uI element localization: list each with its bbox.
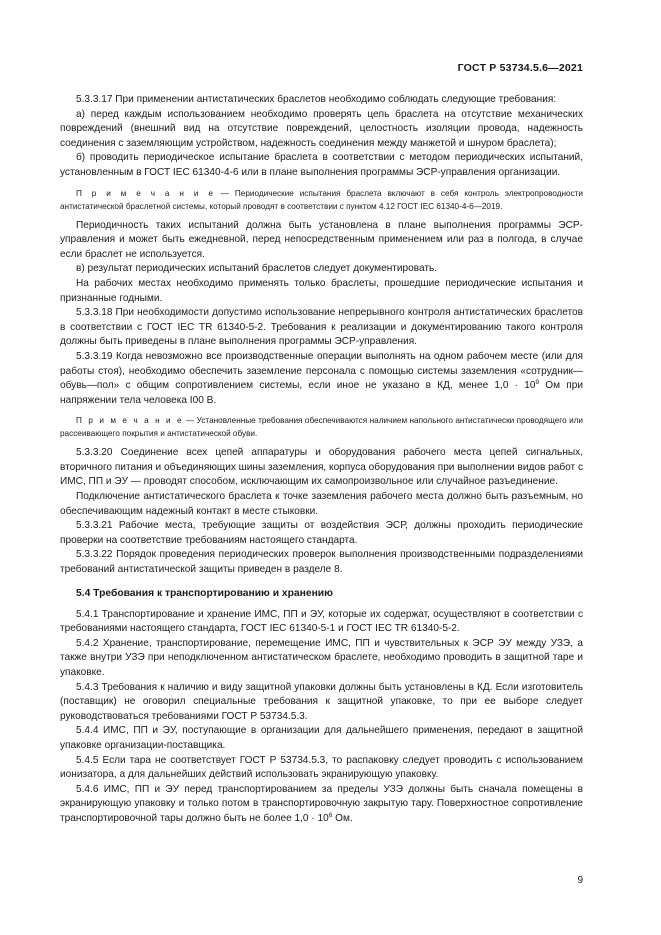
- clause-5-4-1: 5.4.1 Транспортирование и хранение ИМС, ПП и ЭУ, которые их содержат, осуществляют в соответствии с требованиями настоящего стандарта, ГОСТ IEC 61340-5-1 и ГОСТ IEC TR 61340-5-2.: [60, 608, 583, 635]
- paragraph-bracelet-connection: Подключение антистатического браслета к точке заземления рабочего места должно быть разъемным, но обеспечивающим надежный контакт в месте стыковки.: [60, 491, 583, 517]
- clause-5-3-3-21: 5.3.3.21 Рабочие места, требующие защиты от воздействия ЭСР, должны проходить периодические проверки на соответствие требованиям настоящего стандарта.: [60, 520, 583, 546]
- clause-text: 5.4.6 ИМС, ПП и ЭУ перед транспортированием за пределы УЗЭ должны быть сначала помещены в экранирующую упаковку и только потом в транспортировочную закрытую тару. Поверхностное сопротивление транспортировочной тары должно быть не более 1,0 · 10: [60, 783, 583, 824]
- note-label: П р и м е ч а н и е: [76, 416, 184, 426]
- clause-5-4-4: 5.4.4 ИМС, ПП и ЭУ, поступающие в организации для дальнейшего применения, передают в защитной упаковке организации-поставщика.: [60, 725, 583, 751]
- clause-5-3-3-19: [60, 350, 583, 408]
- section-heading: 5.4 Требования к транспортированию и хранению: [76, 587, 333, 599]
- paragraph-periodicity: Периодичность таких испытаний должна быть установлена в плане выполнения программы ЭСР-управления и может быть ежедневной, перед непосредственным применением или раз в полгода, в случае если браслет не используется.: [60, 219, 583, 260]
- clause-text-tail: Ом.: [332, 812, 353, 824]
- clause-text-tail: Ом при напряжении тела человека I00 В.: [60, 380, 583, 406]
- exponent: 6: [328, 811, 333, 819]
- clause-5-3-3-22: 5.3.3.22 Порядок проведения периодических проверок выполнения производственными подразделениями требований антистатической защиты приведен в разделе 8.: [60, 549, 583, 576]
- list-item-b: б) проводить периодическое испытание браслета в соответствии с методом периодических испытаний, установленным в ГОСТ IEC 61340-4-6 или в плане выполнения программы ЭСР-управления организации.: [60, 152, 583, 178]
- clause-5-4-6: [60, 783, 583, 827]
- clause-5-3-3-20: 5.3.3.20 Соединение всех цепей аппаратуры и оборудования рабочего места цепей сигнальных, вторичного питания и объединяющих шины заземления, корпуса оборудования при выполнении видов работ с ИМС, ПП и ЭУ — проводят способом, исключающим их самопроизвольное или случайное разъединение.: [60, 447, 584, 488]
- clause-5-3-3-18: 5.3.3.18 При необходимости допустимо использование непрерывного контроля антистатических браслетов в соответствии с ГОСТ IEC TR 61340-5-2. Требования к реализации и документированию такого контроля должны быть приведены в плане выполнения программы ЭСР-управления.: [60, 307, 583, 348]
- clause-text: 5.3.3.19 Когда невозможно все производственные операции выполнять на одном рабочем месте (или для работы стоя), необходимо обеспечить заземление персонала с помощью системы заземления «сотрудник—обувь—пол» с общим сопротивлением системы, если иное не указано в КД, менее 1,0 · 10: [60, 350, 583, 392]
- clause-5-3-3-17: 5.3.3.17 При применении антистатических браслетов необходимо соблюдать следующие требования:: [76, 94, 557, 105]
- note-1: [60, 187, 583, 213]
- clause-5-4-3: 5.4.3 Требования к наличию и виду защитной упаковки должны быть установлены в КД. Если изготовитель (поставщик) не оговорил специальные требования к защитной упаковке, то при ее выборе следует руководствоваться требованиями ГОСТ Р 53734.5.3.: [60, 681, 583, 722]
- exponent: 9: [535, 379, 540, 387]
- page-number: 9: [577, 875, 583, 886]
- note-2: [60, 414, 583, 440]
- note-text: — Периодические испытания браслета включают в себя контроль электропроводности антистатической браслетной системы, который проводят в соответствии с пунктом 4.12 ГОСТ IEC 61340-4-6—2019.: [60, 188, 583, 211]
- note-label: П р и м е ч а н и е: [76, 188, 215, 198]
- note-text: — Установленные требования обеспечиваются наличием напольного антистатически проводящего или рассеивающего покрытия и антистатической обуви.: [60, 416, 583, 439]
- list-item-v: в) результат периодических испытаний браслетов следует документировать.: [76, 263, 438, 275]
- clause-5-4-5: 5.4.5 Если тара не соответствует ГОСТ Р 53734.5.3, то распаковку следует проводить с использованием ионизатора, а для дальнейших действий использовать экранирующую упаковку.: [60, 754, 583, 781]
- document-number: ГОСТ Р 53734.5.6—2021: [457, 62, 583, 74]
- paragraph-workplaces: На рабочих местах необходимо применять только браслеты, прошедшие периодические испытания и признанные годными.: [60, 277, 583, 304]
- clause-5-4-2: 5.4.2 Хранение, транспортирование, перемещение ИМС, ПП и чувствительных к ЭСР ЭУ между УЗЭ, а также внутри УЗЭ при неподключенном антистатическом браслете, необходимо проводить в защитной таре и упаковке.: [60, 637, 583, 678]
- page-body: [60, 93, 583, 827]
- list-item-a: а) перед каждым использованием необходимо проверять цепь браслета на отсутствие механических повреждений (внешний вид на отсутствие повреждений, целостность изоляции провода, надежность соединения с заземляющим устройством, надежность соединения между манжетой и шнуром браслета);: [60, 108, 583, 149]
